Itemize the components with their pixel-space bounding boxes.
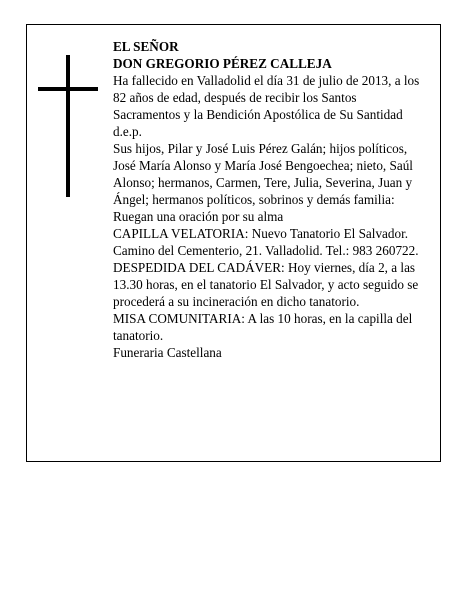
paragraph-prayer: Ruegan una oración por su alma xyxy=(113,209,284,224)
cross-horizontal-bar xyxy=(38,87,98,91)
obituary-text xyxy=(113,38,423,361)
cross-icon xyxy=(38,55,98,197)
paragraph-death-announcement: Ha fallecido en Valladolid el día 31 de julio de 2013, a los 82 años de edad, después de recibir los Santos Sacramentos y la Bendición Apostólica de Su Santidad d.e.p. xyxy=(113,73,420,139)
paragraph-family: Sus hijos, Pilar y José Luis Pérez Galán; hijos políticos, José María Alonso y María José Bengoechea; nieto, Saúl Alonso; hermanos, Carmen, Tere, Julia, Severina, Juan y Ángel; hermanos políticos, sobrinos y demás familia: xyxy=(113,141,413,207)
title-line-1: EL SEÑOR xyxy=(113,39,179,54)
paragraph-mass: MISA COMUNITARIA: A las 10 horas, en la capilla del tanatorio. xyxy=(113,311,413,343)
title-line-2: DON GREGORIO PÉREZ CALLEJA xyxy=(113,56,332,71)
cross-vertical-bar xyxy=(66,55,70,197)
paragraph-farewell: DESPEDIDA DEL CADÁVER: Hoy viernes, día 2, a las 13.30 horas, en el tanatorio El Salvador, y acto seguido se procederá a su incineración en dicho tanatorio. xyxy=(113,260,419,309)
paragraph-funeral-home: Funeraria Castellana xyxy=(113,345,222,360)
paragraph-chapel: CAPILLA VELATORIA: Nuevo Tanatorio El Salvador. Camino del Cementerio, 21. Valladolid. Tel.: 983 260722. xyxy=(113,226,419,258)
